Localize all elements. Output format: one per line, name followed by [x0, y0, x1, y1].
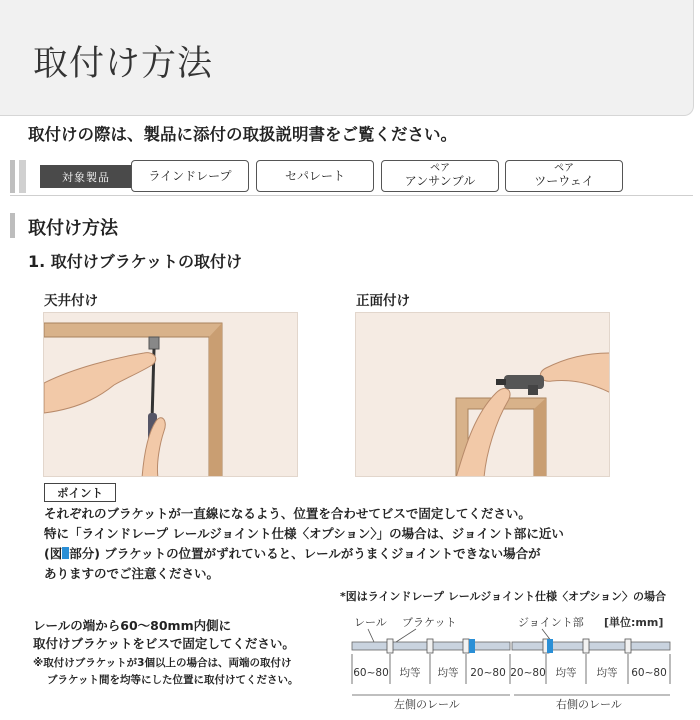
dimension-label: 60~80	[353, 667, 389, 679]
dimension-label: 20~80	[510, 667, 546, 679]
product-button-pair-twoway[interactable]	[505, 160, 623, 192]
instruction-note	[33, 655, 298, 689]
point-line	[44, 544, 564, 564]
target-products-row	[8, 157, 693, 197]
front-mount-caption: 正面付け	[356, 293, 410, 309]
product-button-label-top: ペア	[430, 163, 450, 175]
instruction-line: 取付けブラケットをビスで固定してください。	[33, 636, 295, 651]
decor-bar	[19, 160, 26, 193]
bracket	[427, 639, 433, 653]
point-line-part: 部分) ブラケットの位置がずれていると、レールがうまくジョイントできない場合が	[69, 546, 541, 561]
product-button-label: ツーウェイ	[534, 173, 594, 188]
product-button-label: セパレート	[284, 168, 345, 183]
unit-label: [単位:mm]	[604, 616, 664, 629]
product-button-separate[interactable]	[256, 160, 374, 192]
product-button-label: アンサンブル	[404, 173, 476, 188]
decor-bar	[10, 160, 15, 193]
point-line: 特に「ラインドレープ レールジョイント仕様〈オプション〉」の場合は、ジョイント部に近い	[44, 526, 564, 541]
intro-text: 取付けの際は、製品に添付の取扱説明書をご覧ください。	[28, 125, 457, 144]
dimension-label: 均等	[596, 667, 618, 679]
instruction-note-line: ※取付けブラケットが3個以上の場合は、両端の取付け	[33, 657, 292, 669]
dimension-label: 20~80	[470, 667, 506, 679]
rail-group	[352, 639, 670, 684]
decor-bar	[10, 213, 15, 238]
product-button-label: ラインドレープ	[148, 168, 232, 183]
dimension-label: 均等	[555, 667, 577, 679]
ceiling-mount-illustration	[43, 312, 298, 477]
leader-line	[368, 629, 374, 642]
dimension-label: 60~80	[631, 667, 667, 679]
leader-line	[396, 629, 416, 642]
divider	[10, 195, 693, 196]
point-line-part: (図	[44, 546, 63, 561]
dimension-label: 均等	[399, 667, 421, 679]
instruction-text	[33, 617, 295, 653]
product-button-label-top: ペア	[554, 163, 574, 175]
right-rail-label: 右側のレール	[556, 698, 622, 711]
instruction-line: レールの端から60～80mm内側に	[33, 618, 232, 633]
product-button-pair-ensemble[interactable]	[381, 160, 499, 192]
bracket	[463, 639, 469, 653]
step-title: 1. 取付けブラケットの取付け	[28, 252, 242, 271]
header-bar	[0, 0, 694, 116]
joint-bracket	[469, 639, 475, 653]
point-text	[44, 504, 564, 584]
bracket-layout-diagram	[346, 608, 696, 720]
bracket	[583, 639, 589, 653]
point-line: ありますのでご注意ください。	[44, 566, 220, 581]
front-mount-illustration	[355, 312, 610, 477]
rail-label: レール	[354, 616, 387, 629]
target-products-label: 対象製品	[40, 165, 132, 188]
page-title: 取付け方法	[33, 44, 214, 84]
dimension-label: 均等	[437, 667, 459, 679]
joint-label: ジョイント部	[518, 616, 584, 629]
section-title: 取付け方法	[28, 218, 118, 239]
point-tag: ポイント	[44, 483, 116, 502]
right-rail	[512, 642, 670, 650]
point-line: それぞれのブラケットが一直線になるよう、位置を合わせてビスで固定してください。	[44, 506, 531, 521]
bracket	[387, 639, 393, 653]
product-button-linedrape[interactable]	[131, 160, 249, 192]
left-rail-label: 左側のレール	[394, 698, 460, 711]
bracket	[625, 639, 631, 653]
bracket-label: ブラケット	[402, 616, 457, 629]
instruction-note-line: ブラケット間を均等にした位置に取付けてください。	[47, 674, 299, 686]
ceiling-mount-caption: 天井付け	[44, 293, 98, 309]
diagram-note: *図はラインドレープ レールジョイント仕様〈オプション〉の場合	[340, 590, 666, 603]
joint-bracket	[547, 639, 553, 653]
